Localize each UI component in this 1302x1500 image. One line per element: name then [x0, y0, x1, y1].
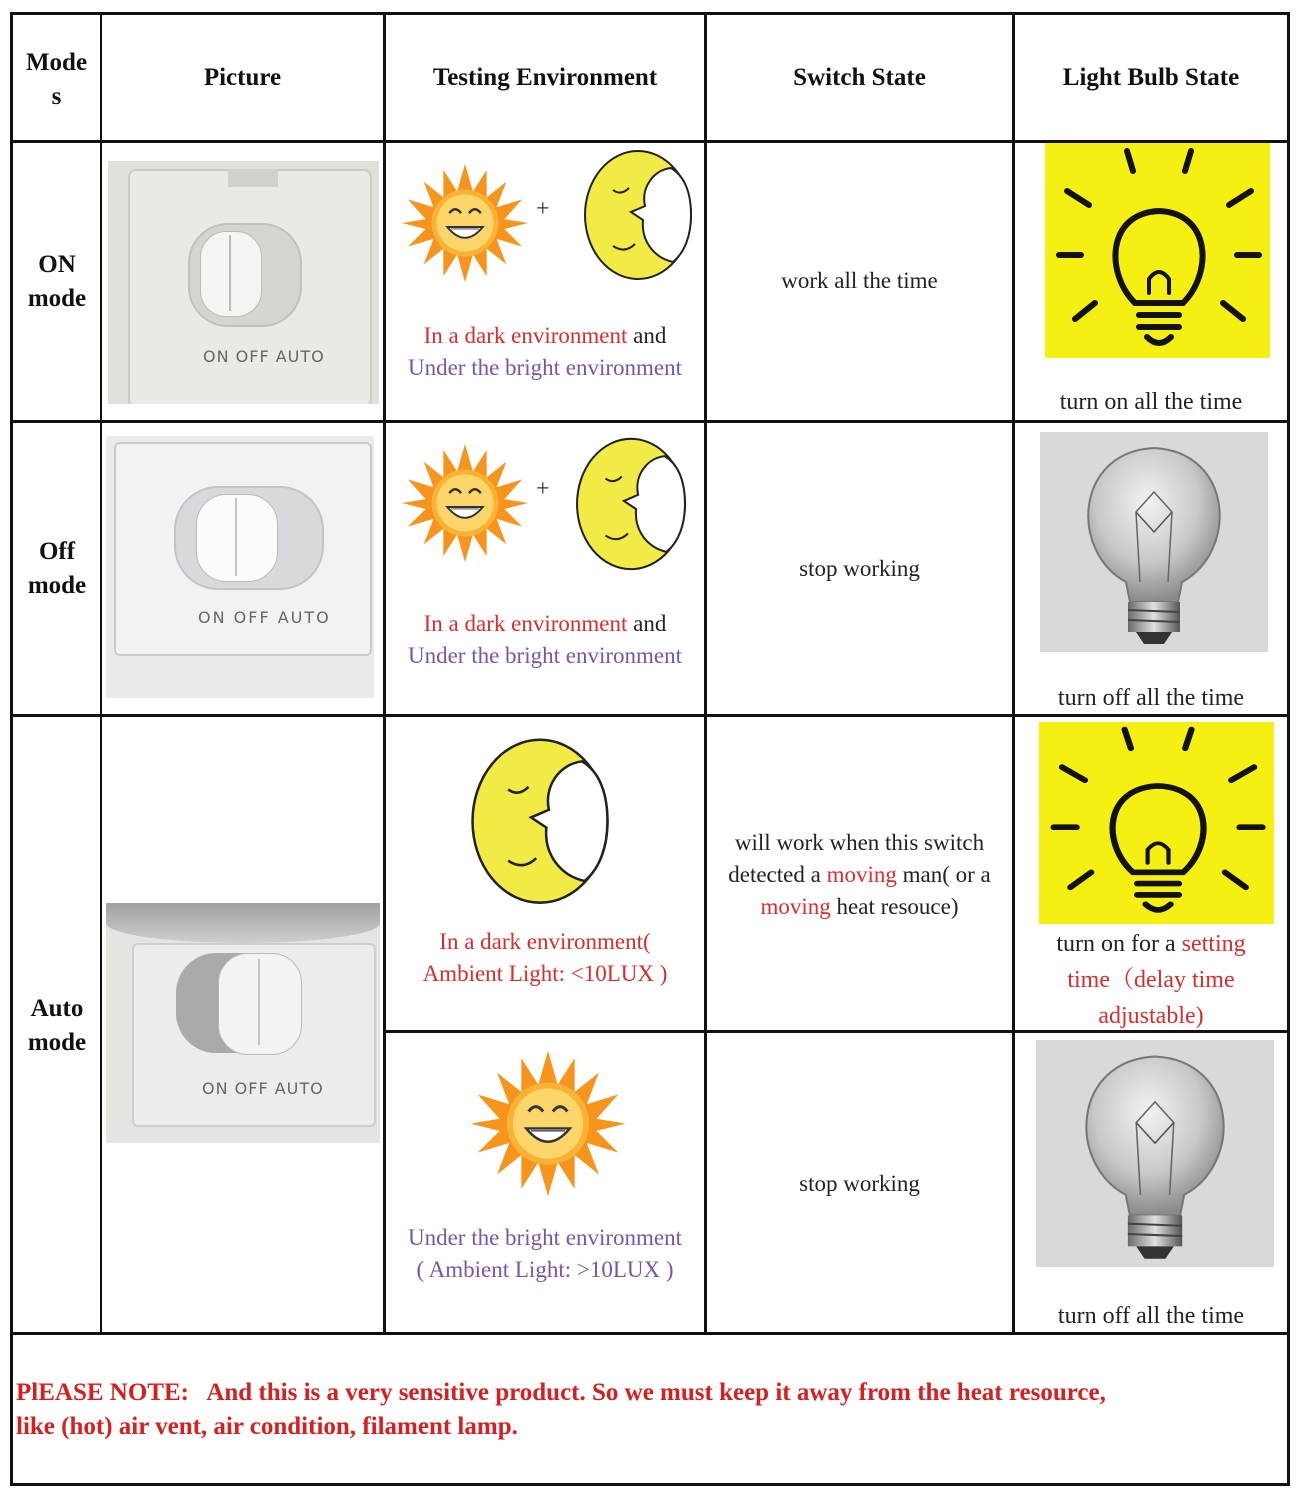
bulb-line-1-highlight: setting [1181, 931, 1246, 957]
switch-photo [106, 436, 374, 698]
row-divider-1 [10, 420, 1290, 423]
moon-icon [470, 730, 610, 915]
row-divider-2 [10, 714, 1290, 717]
mode-label-auto: Auto mode [27, 995, 87, 1056]
switch-state-auto-dark [707, 827, 1012, 923]
switch-state-off: stop working [799, 556, 920, 581]
bulb-state-auto-dark [1015, 926, 1287, 1034]
col-divider-1 [100, 12, 102, 1334]
notice-line-2: like (hot) air vent, air condition, filament lamp. [16, 1413, 518, 1440]
switch-labels: ON OFF AUTO [198, 608, 331, 627]
switch-photo [108, 161, 379, 404]
env-line-1: In a dark environment( [439, 929, 651, 954]
env-bright-text: Under the bright environment [407, 355, 682, 380]
notice-line-1: PlEASE NOTE: And this is a very sensitive product. So we must keep it away from the heat resource, [16, 1379, 1106, 1406]
switch-photo [106, 903, 380, 1143]
plus-sign: + [536, 476, 550, 502]
table-bottom-divider [10, 1332, 1290, 1335]
col-divider-4 [1012, 12, 1015, 1334]
env-line-2: Ambient Light: <10LUX ) [422, 961, 668, 986]
env-and-text: and [627, 323, 667, 348]
env-bright-text: Under the bright environment [407, 643, 682, 668]
bulb-line-1: turn on for a [1056, 931, 1182, 957]
header-light-bulb-state: Light Bulb State [1062, 63, 1240, 91]
env-text-off [386, 608, 704, 672]
off-bulb-icon [1040, 432, 1268, 652]
env-dark-text: In a dark environment [423, 611, 628, 636]
sun-icon [468, 1043, 628, 1209]
switch-labels: ON OFF AUTO [203, 347, 325, 366]
env-text-auto-dark [386, 926, 704, 990]
moon-icon [583, 150, 693, 282]
off-bulb-icon [1036, 1040, 1274, 1267]
bulb-line-3: adjustable) [1098, 1003, 1204, 1029]
sun-icon [400, 430, 530, 580]
header-modes: Mode s [25, 49, 88, 110]
plus-sign: + [536, 196, 550, 222]
table-border-left [10, 12, 13, 1486]
col-divider-2 [383, 12, 386, 1334]
env-dark-text: In a dark environment [423, 323, 628, 348]
sun-icon [400, 150, 530, 300]
bulb-line-2: time（delay time [1067, 967, 1235, 993]
env-line-1: Under the bright environment [407, 1225, 682, 1250]
lit-bulb-icon [1039, 722, 1274, 924]
env-text-auto-bright [386, 1222, 704, 1286]
mode-label-off: Off mode [27, 538, 87, 599]
switch-labels: ON OFF AUTO [202, 1079, 324, 1098]
bulb-state-off: turn off all the time [1057, 685, 1245, 711]
state-line-2b: man( or a [896, 862, 991, 887]
header-testing-environment: Testing Environment [432, 63, 658, 91]
state-line-2a: detected a [728, 862, 827, 887]
table-border-right [1287, 12, 1290, 1486]
switch-state-auto-bright: stop working [799, 1171, 920, 1196]
header-picture: Picture [203, 63, 282, 91]
notice-text [16, 1376, 1284, 1444]
env-line-2: ( Ambient Light: >10LUX ) [416, 1257, 674, 1282]
switch-state-on: work all the time [781, 268, 938, 293]
header-switch-state: Switch State [793, 63, 926, 91]
moon-icon [575, 432, 687, 578]
col-divider-3 [704, 12, 707, 1334]
table-border-bottom [10, 1483, 1290, 1486]
state-line-3b: heat resouce) [830, 894, 959, 919]
bulb-state-on: turn on all the time [1059, 389, 1243, 415]
env-and-text: and [627, 611, 667, 636]
state-line-2-highlight: moving [826, 862, 897, 887]
state-line-3-highlight: moving [760, 894, 831, 919]
lit-bulb-icon [1045, 143, 1270, 358]
mode-label-on: ON mode [27, 251, 87, 312]
env-text-on [386, 320, 704, 384]
bulb-state-auto-bright: turn off all the time [1057, 1303, 1245, 1329]
state-line-1: will work when this switch [734, 830, 985, 855]
